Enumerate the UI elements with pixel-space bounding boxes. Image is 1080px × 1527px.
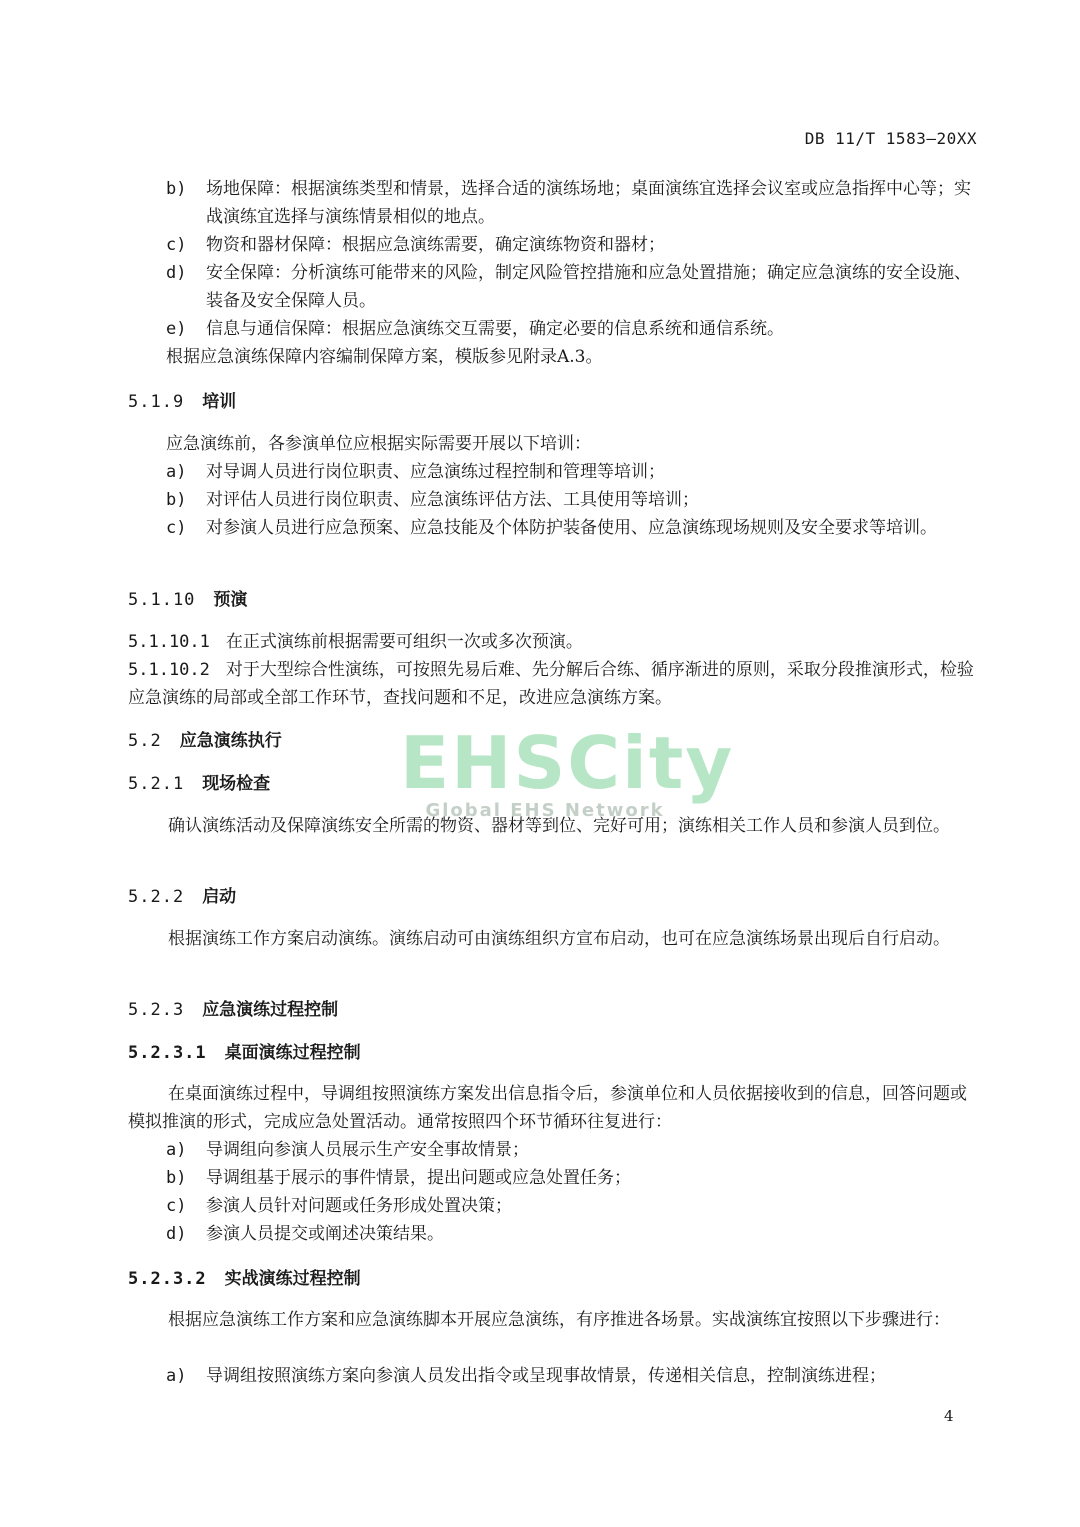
section-number: 5.2.3.2 bbox=[128, 1269, 207, 1289]
clause-number: 5.1.10.1 bbox=[128, 632, 210, 652]
list-label: b) bbox=[166, 179, 187, 199]
list-item-text: 物资和器材保障：根据应急演练需要，确定演练物资和器材； bbox=[206, 235, 665, 255]
section-title: 培训 bbox=[202, 392, 237, 412]
watermark-logo-text: EHSCity bbox=[400, 721, 735, 805]
list-label: a) bbox=[166, 1366, 187, 1386]
list-label: c) bbox=[166, 1196, 187, 1216]
section-heading bbox=[128, 388, 236, 416]
list-item-text: 参演人员针对问题或任务形成处置决策； bbox=[206, 1196, 512, 1216]
section-number: 5.2.2 bbox=[128, 887, 185, 907]
list-item-text: 参演人员提交或阐述决策结果。 bbox=[206, 1224, 444, 1244]
section-number: 5.1.10 bbox=[128, 590, 196, 610]
list-label: c) bbox=[166, 235, 187, 255]
list-item-text: 导调组按照演练方案向参演人员发出指令或呈现事故情景，传递相关信息，控制演练进程； bbox=[206, 1366, 886, 1386]
section-heading bbox=[128, 727, 282, 755]
clause-text: 在正式演练前根据需要可组织一次或多次预演。 bbox=[225, 632, 583, 652]
paragraph: 根据应急演练工作方案和应急演练脚本开展应急演练，有序推进各场景。实战演练宜按照以下步骤进行： bbox=[168, 1310, 950, 1330]
paragraph: 根据应急演练保障内容编制保障方案，模版参见附录A.3。 bbox=[166, 347, 603, 367]
section-heading bbox=[128, 996, 338, 1024]
clause-paragraph bbox=[128, 628, 978, 656]
section-number: 5.2.3.1 bbox=[128, 1043, 207, 1063]
list-label: b) bbox=[166, 490, 187, 510]
list-label: a) bbox=[166, 462, 187, 482]
list-item-text: 对参演人员进行应急预案、应急技能及个体防护装备使用、应急演练现场规则及安全要求等培训。 bbox=[206, 518, 937, 538]
section-number: 5.1.9 bbox=[128, 392, 185, 412]
list-item-text: 导调组向参演人员展示生产安全事故情景； bbox=[206, 1140, 529, 1160]
section-number: 5.2 bbox=[128, 731, 162, 751]
section-title: 预演 bbox=[213, 590, 248, 610]
paragraph: 确认演练活动及保障演练安全所需的物资、器材等到位、完好可用；演练相关工作人员和参演人员到位。 bbox=[168, 816, 950, 836]
clause-number: 5.1.10.2 bbox=[128, 660, 210, 680]
list-label: e) bbox=[166, 319, 187, 339]
section-title: 应急演练执行 bbox=[179, 731, 282, 751]
paragraph: 根据演练工作方案启动演练。演练启动可由演练组织方宣布启动，也可在应急演练场景出现后自行启动。 bbox=[168, 929, 950, 949]
list-item-text: 导调组基于展示的事件情景，提出问题或应急处置任务； bbox=[206, 1168, 631, 1188]
section-heading bbox=[128, 586, 247, 614]
section-title: 现场检查 bbox=[202, 774, 271, 794]
paragraph: 应急演练前，各参演单位应根据实际需要开展以下培训： bbox=[166, 434, 591, 454]
list-item-text: 对评估人员进行岗位职责、应急演练评估方法、工具使用等培训； bbox=[206, 490, 699, 510]
section-heading bbox=[128, 1039, 361, 1067]
list-label: d) bbox=[166, 263, 187, 283]
section-title: 应急演练过程控制 bbox=[202, 1000, 339, 1020]
list-label: b) bbox=[166, 1168, 187, 1188]
section-title: 桌面演练过程控制 bbox=[224, 1043, 361, 1063]
page-number: 4 bbox=[944, 1407, 954, 1425]
section-heading bbox=[128, 770, 270, 798]
section-heading bbox=[128, 883, 236, 911]
section-number: 5.2.1 bbox=[128, 774, 185, 794]
watermark-logo bbox=[400, 721, 735, 821]
clause-paragraph bbox=[128, 656, 978, 712]
list-label: c) bbox=[166, 518, 187, 538]
list-item-text: 场地保障：根据演练类型和情景，选择合适的演练场地；桌面演练宜选择会议室或应急指挥中心等；实战演练宜选择与演练情景相似的地点。 bbox=[206, 179, 971, 227]
section-number: 5.2.3 bbox=[128, 1000, 185, 1020]
list-item-text: 信息与通信保障：根据应急演练交互需要，确定必要的信息系统和通信系统。 bbox=[206, 319, 784, 339]
list-label: a) bbox=[166, 1140, 187, 1160]
section-title: 实战演练过程控制 bbox=[224, 1269, 361, 1289]
section-title: 启动 bbox=[202, 887, 237, 907]
section-heading bbox=[128, 1265, 361, 1293]
list-item-text: 安全保障：分析演练可能带来的风险，制定风险管控措施和应急处置措施；确定应急演练的安全设施、装备及安全保障人员。 bbox=[206, 263, 971, 311]
list-label: d) bbox=[166, 1224, 187, 1244]
watermark-tagline: Global EHS Network bbox=[425, 800, 665, 821]
document-code-header: DB 11/T 1583—20XX bbox=[804, 129, 977, 148]
list-item-text: 对导调人员进行岗位职责、应急演练过程控制和管理等培训； bbox=[206, 462, 665, 482]
paragraph: 在桌面演练过程中，导调组按照演练方案发出信息指令后，参演单位和人员依据接收到的信息，回答问题或模拟推演的形式，完成应急处置活动。通常按照四个环节循环往复进行： bbox=[128, 1084, 967, 1132]
clause-text: 对于大型综合性演练，可按照先易后难、先分解后合练、循序渐进的原则，采取分段推演形式，检验应急演练的局部或全部工作环节，查找问题和不足，改进应急演练方案。 bbox=[128, 660, 974, 708]
